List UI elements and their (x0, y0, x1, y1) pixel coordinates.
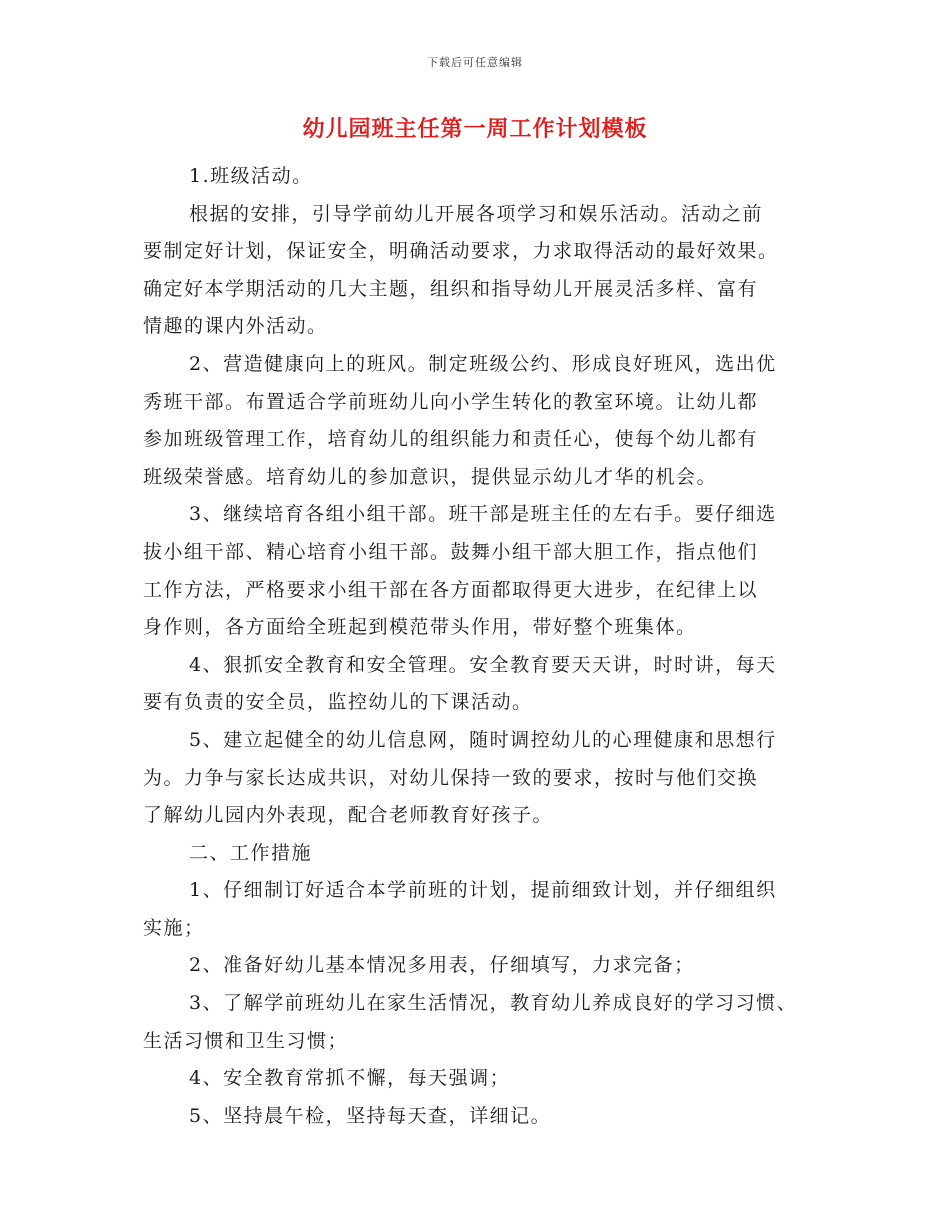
text-line: 班级荣誉感。培育幼儿的参加意识，提供显示幼儿才华的机会。 (143, 465, 718, 488)
text-line: 要有负责的安全员，监控幼儿的下课活动。 (143, 691, 533, 714)
text-line: 了解幼儿园内外表现，配合老师教育好孩子。 (143, 804, 554, 827)
text-line: 5、建立起健全的幼儿信息网，随时调控幼儿的心理健康和思想行 (189, 728, 777, 751)
text-line: 5、坚持晨午检，坚持每天查，详细记。 (189, 1104, 552, 1127)
text-line: 工作方法，严格要求小组干部在各方面都取得更大进步，在纪律上以 (143, 578, 759, 601)
document-title: 幼儿园班主任第一周工作计划模板 (302, 116, 648, 142)
text-line: 4、狠抓安全教育和安全管理。安全教育要天天讲，时时讲，每天 (189, 653, 777, 676)
text-line: 2、营造健康向上的班风。制定班级公约、形成良好班风，选出优 (189, 352, 777, 375)
text-line: 参加班级管理工作，培育幼儿的组织能力和责任心，使每个幼儿都有 (143, 428, 759, 451)
text-line: 情趣的课内外活动。 (143, 315, 328, 338)
text-line: 1、仔细制订好适合本学前班的计划，提前细致计划，并仔细组织 (189, 879, 777, 902)
header-note: 下载后可任意编辑 (427, 56, 523, 69)
body-text (143, 158, 823, 1135)
text-line: 根据的安排，引导学前幼儿开展各项学习和娱乐活动。活动之前 (189, 202, 764, 225)
text-line: 二、工作措施 (189, 841, 313, 864)
text-line: 3、继续培育各组小组干部。班干部是班主任的左右手。要仔细选 (189, 503, 777, 526)
text-line: 1.班级活动。 (189, 165, 313, 187)
text-line: 生活习惯和卫生习惯； (143, 1029, 349, 1052)
text-line: 2、准备好幼儿基本情况多用表，仔细填写，力求完备； (189, 954, 695, 977)
text-line: 确定好本学期活动的几大主题，组织和指导幼儿开展灵活多样、富有 (143, 277, 759, 300)
text-line: 身作则，各方面给全班起到模范带头作用，带好整个班集体。 (143, 616, 697, 639)
text-line: 拔小组干部、精心培育小组干部。鼓舞小组干部大胆工作，指点他们 (143, 540, 759, 563)
text-line: 要制定好计划，保证安全，明确活动要求，力求取得活动的最好效果。 (143, 240, 779, 263)
document-body (143, 158, 823, 1135)
text-line: 4、安全教育常抓不懈，每天强调； (189, 1067, 511, 1090)
text-line: 秀班干部。布置适合学前班幼儿向小学生转化的教室环境。让幼儿都 (143, 390, 759, 413)
text-line: 为。力争与家长达成共识，对幼儿保持一致的要求，按时与他们交换 (143, 766, 759, 789)
text-line: 3、了解学前班幼儿在家生活情况，教育幼儿养成良好的学习习惯、 (189, 992, 798, 1015)
text-line: 实施； (143, 916, 205, 939)
